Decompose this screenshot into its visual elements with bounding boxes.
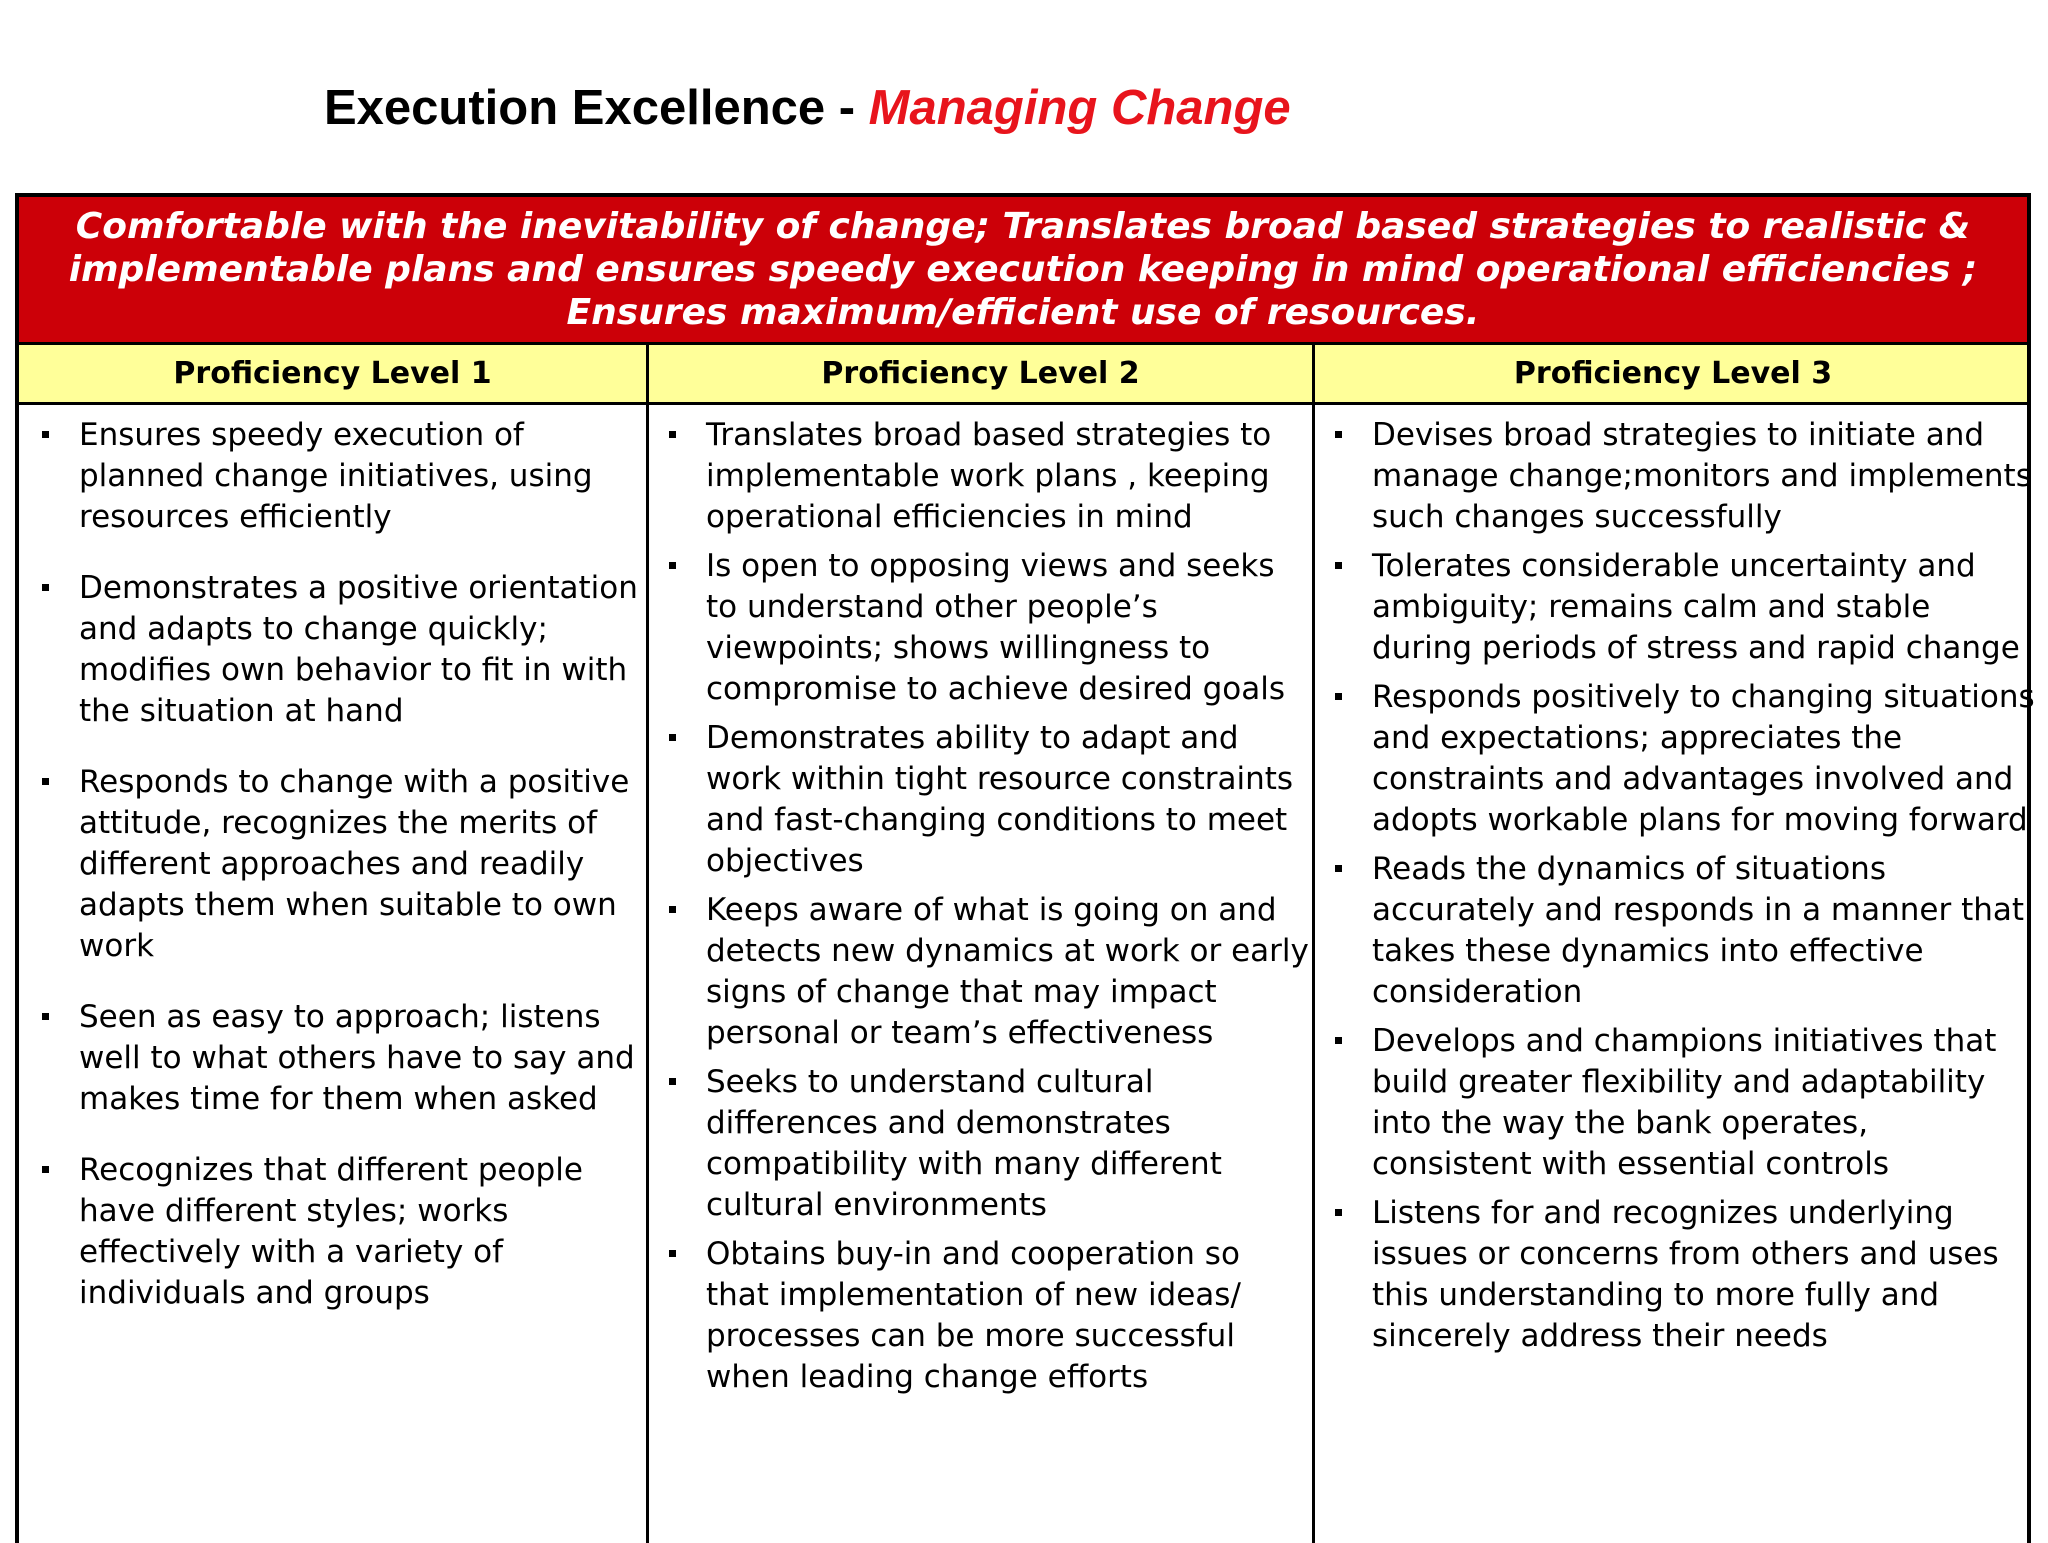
column-divider [1312,345,1315,1543]
list-item-line: attitude, recognizes the merits of [79,805,598,841]
bullet-icon [42,431,49,438]
list-item-line: Seen as easy to approach; listens [79,999,601,1035]
bullet-icon [669,431,676,438]
bullet-icon [669,562,676,569]
list-item-line: Ensures speedy execution of [79,417,524,453]
list-item-line: Develops and champions initiatives that [1372,1023,1997,1059]
list-item-line: and expectations; appreciates the [1372,720,1903,756]
list-item [37,568,638,732]
column-heading-level-1: Proficiency Level 1 [173,356,492,391]
list-item-line: Seeks to understand cultural [706,1064,1154,1100]
list-item-line: viewpoints; shows willingness to [706,630,1211,666]
title-accent: Managing Change [868,81,1291,135]
list-item-line: compromise to achieve desired goals [706,671,1286,707]
list-item-line: operational efficiencies in mind [706,499,1193,535]
list-item-line: Devises broad strategies to initiate and [1372,417,1985,453]
list-item-line: objectives [706,843,864,879]
list-item [664,546,1309,710]
list-item [664,1234,1309,1398]
list-item [1330,415,2035,538]
list-item-line: Tolerates considerable uncertainty and [1372,548,1976,584]
bullet-icon [669,906,676,913]
title-main: Execution Excellence - [324,81,869,135]
list-item-line: well to what others have to say and [79,1040,635,1076]
list-item-line: manage change;monitors and implements [1372,458,2032,494]
list-item-line: detects new dynamics at work or early [706,933,1309,969]
list-item-line: different approaches and readily [79,846,585,882]
page-title [324,76,1291,140]
list-item-line: into the way the bank operates, [1372,1105,1869,1141]
list-item-line: and adapts to change quickly; [79,611,548,647]
column-divider [646,345,649,1543]
list-item-line: modifies own behavior to fit in with [79,652,628,688]
list-item-line: Recognizes that different people [79,1152,583,1188]
list-item [37,1150,638,1314]
list-item-line: effectively with a variety of [79,1234,504,1270]
banner-line: implementable plans and ensures speedy execution keeping in mind operational efficiencies ; [68,249,1978,290]
list-item-line: processes can be more successful [706,1318,1235,1354]
list-item-line: during periods of stress and rapid change [1372,630,2020,666]
list-item-line: issues or concerns from others and uses [1372,1236,1999,1272]
list-item-line: cultural environments [706,1187,1047,1223]
list-item-line: Reads the dynamics of situations [1372,851,1886,887]
list-item-line: build greater flexibility and adaptability [1372,1064,1986,1100]
list-item-line: takes these dynamics into effective [1372,933,1924,969]
list-item-line: adopts workable plans for moving forward [1372,802,2028,838]
list-item [664,890,1309,1054]
list-item-line: Demonstrates a positive orientation [79,570,638,606]
list-item-line: to understand other people’s [706,589,1158,625]
list-item-line: that implementation of new ideas/ [706,1277,1241,1313]
bullet-icon [42,584,49,591]
column-heading-level-2: Proficiency Level 2 [821,356,1140,391]
bullet-icon [1335,693,1342,700]
list-item-line: constraints and advantages involved and [1372,761,2014,797]
list-item [664,1062,1309,1226]
bullet-icon [669,1250,676,1257]
list-item-line: personal or team’s effectiveness [706,1015,1214,1051]
list-item-line: work [79,928,155,964]
list-item-line: adapts them when suitable to own [79,887,617,923]
column-heading-level-3: Proficiency Level 3 [1513,356,1833,391]
list-item-line: Obtains buy-in and cooperation so [706,1236,1240,1272]
list-item-line: ambiguity; remains calm and stable [1372,589,1931,625]
list-item-line: Translates broad based strategies to [706,417,1272,453]
list-item-line: such changes successfully [1372,499,1782,535]
list-item-line: differences and demonstrates [706,1105,1171,1141]
list-item [1330,1193,2035,1357]
list-item [1330,1021,2035,1185]
table-header-row [19,345,2027,405]
bullet-icon [1335,431,1342,438]
banner-line: Ensures maximum/efficient use of resources. [566,292,1480,333]
column-level-2 [664,415,1309,1406]
bullet-icon [1335,1037,1342,1044]
list-item-line: resources efficiently [79,499,392,535]
list-item-line: makes time for them when asked [79,1081,598,1117]
banner-line: Comfortable with the inevitability of change; Translates broad based strategies to realistic & [75,206,1971,247]
competency-definition-banner [19,197,2027,345]
list-item-line: when leading change efforts [706,1359,1149,1395]
competency-table [15,193,2035,1543]
list-item [664,415,1309,538]
bullet-icon [1335,865,1342,872]
list-item-line: Is open to opposing views and seeks [706,548,1275,584]
list-item-line: Demonstrates ability to adapt and [706,720,1239,756]
column-level-3 [1330,415,2035,1365]
bullet-icon [42,1013,49,1020]
list-item-line: consistent with essential controls [1372,1146,1890,1182]
list-item-line: sincerely address their needs [1372,1318,1828,1354]
bullet-icon [1335,562,1342,569]
list-item-line: implementable work plans , keeping [706,458,1270,494]
list-item-line: Listens for and recognizes underlying [1372,1195,1954,1231]
list-item-line: accurately and responds in a manner that [1372,892,2025,928]
column-level-1 [37,415,638,1344]
list-item [37,997,638,1120]
list-item [1330,849,2035,1013]
bullet-icon [669,1078,676,1085]
bullet-icon [669,734,676,741]
bullet-icon [42,778,49,785]
list-item-line: Responds positively to changing situations [1372,679,2035,715]
list-item-line: and fast-changing conditions to meet [706,802,1288,838]
bullet-icon [42,1166,49,1173]
list-item-line: individuals and groups [79,1275,430,1311]
bullet-icon [1335,1209,1342,1216]
list-item-line: this understanding to more fully and [1372,1277,1940,1313]
list-item [1330,677,2035,841]
list-item [37,762,638,967]
list-item-line: the situation at hand [79,693,404,729]
list-item [37,415,638,538]
list-item-line: compatibility with many different [706,1146,1222,1182]
list-item-line: Responds to change with a positive [79,764,630,800]
list-item-line: Keeps aware of what is going on and [706,892,1277,928]
list-item [664,718,1309,882]
list-item-line: work within tight resource constraints [706,761,1294,797]
list-item-line: planned change initiatives, using [79,458,593,494]
list-item-line: signs of change that may impact [706,974,1217,1010]
list-item [1330,546,2035,669]
list-item-line: consideration [1372,974,1583,1010]
list-item-line: have different styles; works [79,1193,509,1229]
